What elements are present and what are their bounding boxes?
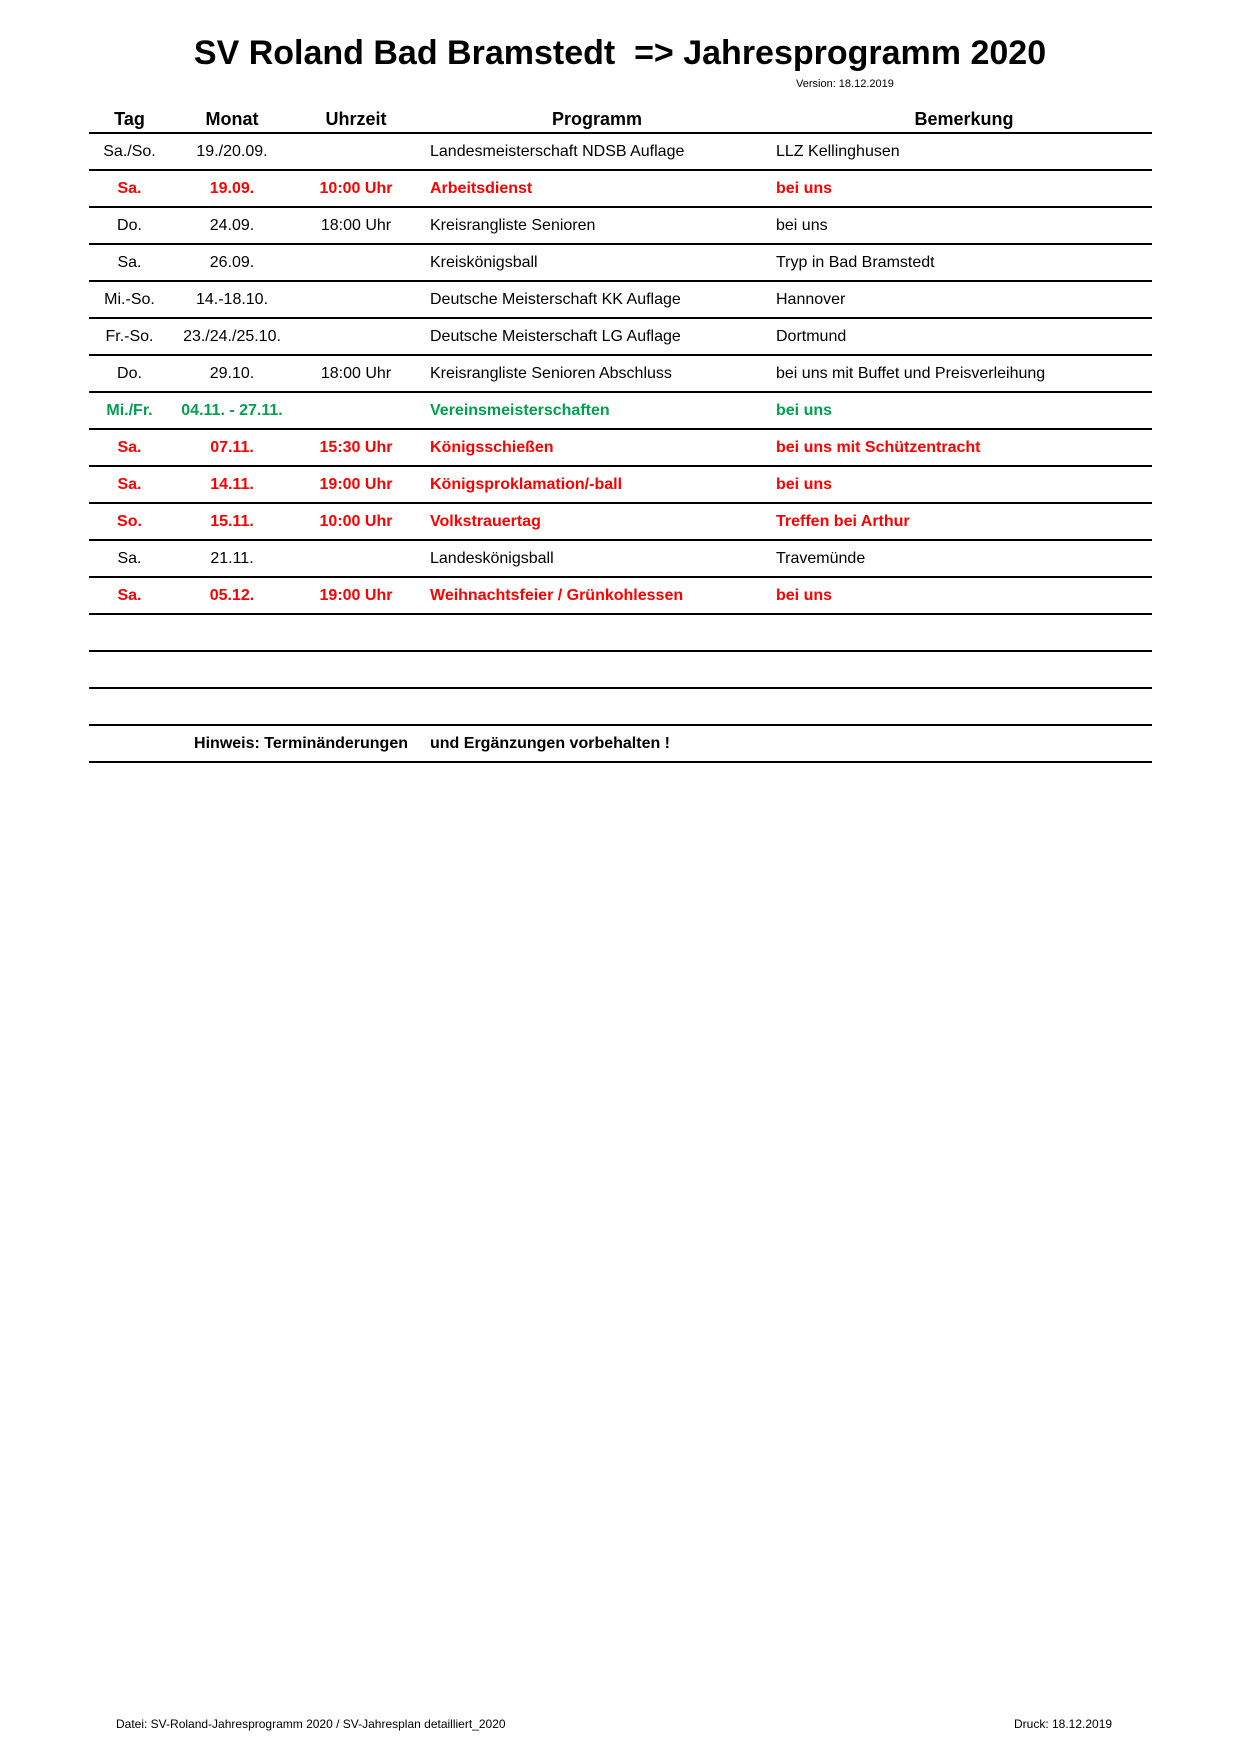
cell-programm: Kreiskönigsball [418,244,776,281]
note-right: und Ergänzungen vorbehalten ! [418,725,776,762]
note-end [776,725,1152,762]
cell-programm: Arbeitsdienst [418,170,776,207]
table-row [89,133,1152,170]
cell-bemerkung [776,614,1152,651]
cell-tag: Mi./Fr. [89,392,170,429]
cell-uhrzeit: 19:00 Uhr [294,577,418,614]
cell-tag: Mi.-So. [89,281,170,318]
header-programm: Programm [418,104,776,133]
cell-programm [418,651,776,688]
cell-monat: 21.11. [170,540,294,577]
cell-tag: So. [89,503,170,540]
header-tag: Tag [89,104,170,133]
table-row-empty [89,651,1152,688]
table-row [89,281,1152,318]
cell-bemerkung: bei uns [776,466,1152,503]
table-row [89,577,1152,614]
table-body [89,133,1152,762]
cell-tag: Sa. [89,577,170,614]
cell-monat: 14.11. [170,466,294,503]
cell-monat [170,614,294,651]
table-row [89,244,1152,281]
cell-uhrzeit [294,688,418,725]
cell-programm [418,688,776,725]
cell-bemerkung: Treffen bei Arthur [776,503,1152,540]
cell-bemerkung [776,651,1152,688]
cell-programm: Kreisrangliste Senioren [418,207,776,244]
cell-tag: Do. [89,355,170,392]
cell-uhrzeit [294,651,418,688]
table-row [89,355,1152,392]
cell-programm: Königsschießen [418,429,776,466]
cell-uhrzeit [294,614,418,651]
cell-monat: 14.-18.10. [170,281,294,318]
note-left: Hinweis: Terminänderungen [170,725,418,762]
cell-programm: Landesmeisterschaft NDSB Auflage [418,133,776,170]
cell-programm [418,614,776,651]
cell-tag: Do. [89,207,170,244]
cell-uhrzeit: 18:00 Uhr [294,207,418,244]
footer-file: Datei: SV-Roland-Jahresprogramm 2020 / SV-Jahresplan detailliert_2020 [116,1717,506,1731]
table-row [89,503,1152,540]
table-header-row [89,104,1152,133]
table-row [89,318,1152,355]
cell-bemerkung: bei uns [776,392,1152,429]
note-spacer [89,725,170,762]
header-bemerkung: Bemerkung [776,104,1152,133]
cell-tag: Sa. [89,540,170,577]
table-row [89,170,1152,207]
cell-tag: Fr.-So. [89,318,170,355]
cell-monat: 26.09. [170,244,294,281]
cell-programm: Landeskönigsball [418,540,776,577]
cell-uhrzeit [294,318,418,355]
cell-bemerkung: Travemünde [776,540,1152,577]
cell-bemerkung: bei uns [776,170,1152,207]
header-monat: Monat [170,104,294,133]
cell-programm: Vereinsmeisterschaften [418,392,776,429]
table-row [89,429,1152,466]
schedule-table [89,104,1152,763]
cell-monat: 05.12. [170,577,294,614]
cell-monat: 07.11. [170,429,294,466]
cell-tag: Sa. [89,170,170,207]
cell-bemerkung: bei uns [776,207,1152,244]
cell-bemerkung: Tryp in Bad Bramstedt [776,244,1152,281]
cell-tag: Sa. [89,429,170,466]
cell-programm: Deutsche Meisterschaft KK Auflage [418,281,776,318]
cell-tag: Sa./So. [89,133,170,170]
cell-bemerkung: bei uns mit Buffet und Preisverleihung [776,355,1152,392]
cell-tag: Sa. [89,244,170,281]
cell-tag [89,614,170,651]
cell-uhrzeit: 10:00 Uhr [294,503,418,540]
table-row [89,207,1152,244]
cell-uhrzeit [294,281,418,318]
cell-uhrzeit: 19:00 Uhr [294,466,418,503]
cell-bemerkung: Hannover [776,281,1152,318]
cell-uhrzeit: 10:00 Uhr [294,170,418,207]
cell-uhrzeit: 18:00 Uhr [294,355,418,392]
version-label: Version: 18.12.2019 [796,78,894,90]
cell-uhrzeit [294,392,418,429]
cell-bemerkung: LLZ Kellinghusen [776,133,1152,170]
cell-tag [89,651,170,688]
cell-bemerkung [776,688,1152,725]
cell-tag: Sa. [89,466,170,503]
cell-programm: Deutsche Meisterschaft LG Auflage [418,318,776,355]
cell-bemerkung: bei uns [776,577,1152,614]
footer-print-date: Druck: 18.12.2019 [1014,1717,1113,1731]
table-row [89,540,1152,577]
cell-uhrzeit [294,133,418,170]
cell-programm: Weihnachtsfeier / Grünkohlessen [418,577,776,614]
table-row [89,392,1152,429]
cell-monat: 15.11. [170,503,294,540]
header-uhrzeit: Uhrzeit [294,104,418,133]
cell-monat: 19.09. [170,170,294,207]
cell-programm: Kreisrangliste Senioren Abschluss [418,355,776,392]
cell-uhrzeit [294,540,418,577]
note-row [89,725,1152,762]
cell-uhrzeit [294,244,418,281]
cell-monat [170,651,294,688]
table-row-empty [89,614,1152,651]
cell-bemerkung: bei uns mit Schützentracht [776,429,1152,466]
table-row-empty [89,688,1152,725]
cell-programm: Volkstrauertag [418,503,776,540]
cell-bemerkung: Dortmund [776,318,1152,355]
cell-monat: 29.10. [170,355,294,392]
cell-monat: 23./24./25.10. [170,318,294,355]
cell-programm: Königsproklamation/-ball [418,466,776,503]
page-title: SV Roland Bad Bramstedt => Jahresprogramm 2020 [193,34,1047,72]
cell-monat [170,688,294,725]
cell-monat: 19./20.09. [170,133,294,170]
cell-uhrzeit: 15:30 Uhr [294,429,418,466]
cell-monat: 04.11. - 27.11. [170,392,294,429]
cell-monat: 24.09. [170,207,294,244]
table-row [89,466,1152,503]
cell-tag [89,688,170,725]
